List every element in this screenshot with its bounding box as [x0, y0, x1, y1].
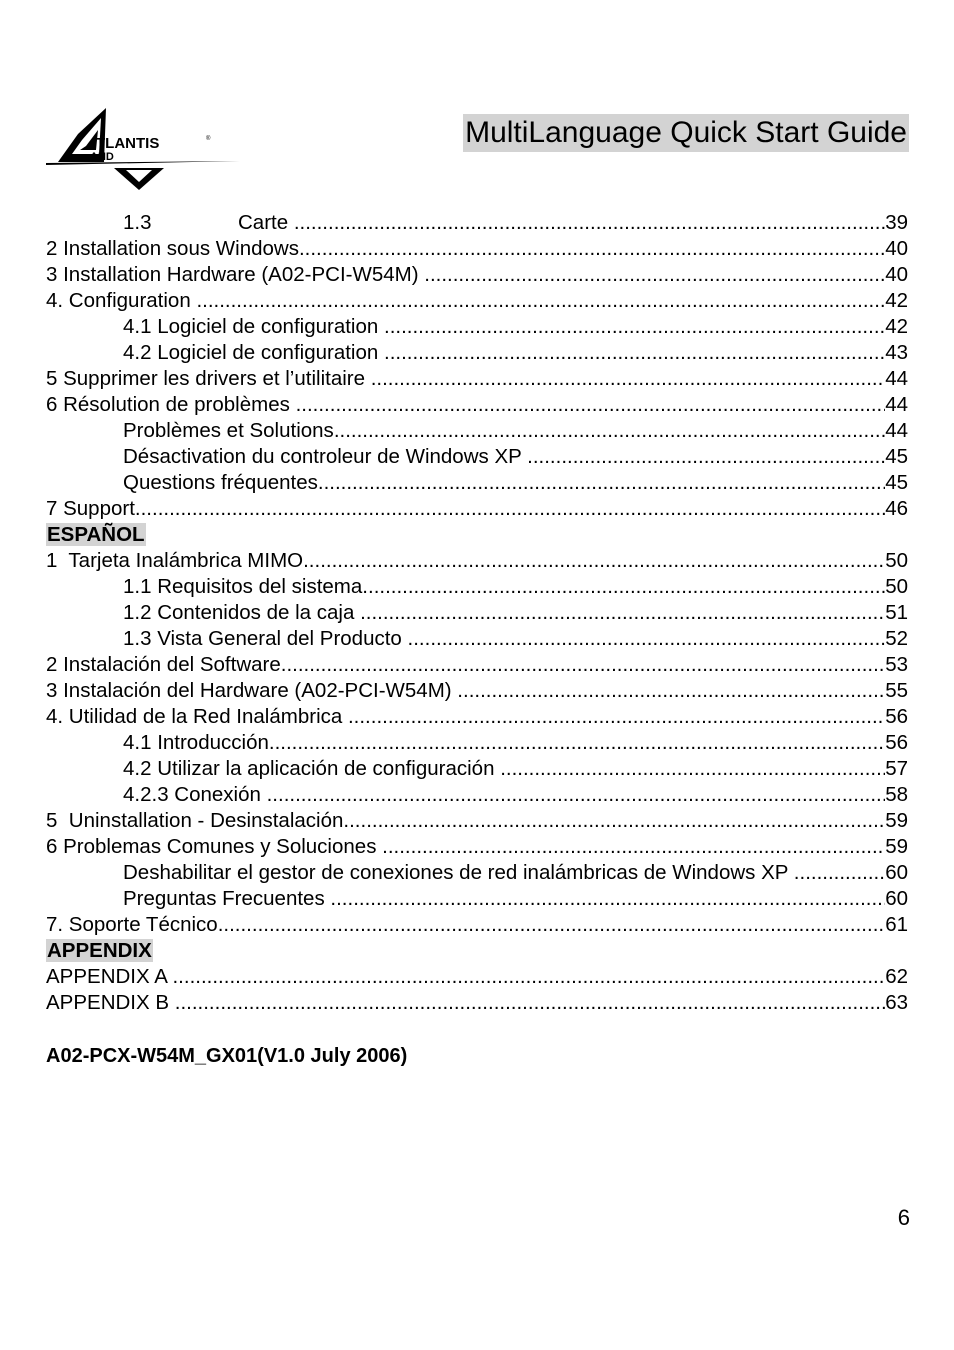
toc-leader-dots — [360, 600, 885, 626]
toc-leader-dots — [267, 782, 886, 808]
toc-entry-title: 7. Soporte Técnico — [46, 913, 218, 936]
toc-entry-title: 4.2 Logiciel de configuration — [123, 341, 384, 364]
toc-entry-title: 4.2.3 Conexión — [123, 783, 267, 806]
toc-leader-dots — [424, 262, 885, 288]
toc-entry-page: 42 — [885, 315, 908, 338]
toc-entry-page: 50 — [885, 575, 908, 598]
toc-entry — [46, 756, 908, 782]
toc-entry-title: 3 Installation Hardware (A02-PCI-W54M) — [46, 263, 425, 286]
toc-entry — [46, 236, 908, 262]
toc-entry-title: 7 Support — [46, 497, 135, 520]
toc-entry-page: 62 — [885, 965, 908, 988]
toc-entry-page: 63 — [885, 991, 908, 1014]
toc-leader-dots — [175, 990, 885, 1016]
toc-entry — [46, 964, 908, 990]
toc-leader-dots — [296, 392, 886, 418]
toc-leader-dots — [384, 314, 885, 340]
toc-leader-dots — [527, 444, 885, 470]
page-number: 6 — [897, 1205, 910, 1230]
toc-entry-title: 6 Résolution de problèmes — [46, 393, 296, 416]
table-of-contents — [46, 210, 908, 1016]
toc-leader-dots — [382, 834, 885, 860]
toc-leader-dots — [318, 470, 885, 496]
toc-entry-title: APPENDIX A — [46, 965, 173, 988]
toc-entry — [46, 990, 908, 1016]
toc-entry — [46, 314, 908, 340]
toc-entry-page: 59 — [885, 835, 908, 858]
toc-entry — [46, 210, 908, 236]
toc-entry-title: 1 Tarjeta Inalámbrica MIMO — [46, 549, 304, 572]
toc-leader-dots — [794, 860, 885, 886]
toc-entry-page: 53 — [885, 653, 908, 676]
toc-leader-dots — [408, 626, 886, 652]
toc-leader-dots — [330, 886, 885, 912]
toc-entry — [46, 496, 908, 522]
toc-entry-page: 60 — [885, 887, 908, 910]
toc-leader-dots — [348, 704, 885, 730]
toc-entry-title: Preguntas Frecuentes — [123, 887, 331, 910]
toc-entry-title: Problèmes et Solutions — [123, 419, 334, 442]
toc-entry-title: 3 Instalación del Hardware (A02-PCI-W54M) — [46, 679, 458, 702]
toc-entry-title: 1.2 Contenidos de la caja — [123, 601, 361, 624]
toc-entry-title: Questions fréquentes — [123, 471, 318, 494]
toc-entry-page: 61 — [885, 913, 908, 936]
toc-leader-dots — [457, 678, 885, 704]
section-heading-appendix: APPENDIX — [47, 939, 152, 962]
svg-text:TLANTIS: TLANTIS — [96, 135, 160, 152]
toc-leader-dots — [362, 574, 885, 600]
toc-entry-title: Carte — [238, 211, 294, 234]
toc-french — [46, 210, 908, 522]
toc-leader-dots — [384, 340, 885, 366]
toc-leader-dots — [196, 288, 885, 314]
toc-entry-page: 45 — [885, 471, 908, 494]
atlantis-land-logo — [44, 104, 244, 194]
toc-leader-dots — [218, 912, 885, 938]
toc-entry-title: 4.2 Utilizar la aplicación de configuración — [123, 757, 501, 780]
toc-entry — [46, 626, 908, 652]
toc-entry — [46, 288, 908, 314]
toc-entry-page: 40 — [885, 263, 908, 286]
toc-appendix — [46, 964, 908, 1016]
toc-entry — [46, 548, 908, 574]
toc-entry-page: 56 — [885, 731, 908, 754]
toc-leader-dots — [135, 496, 885, 522]
toc-entry-page: 56 — [885, 705, 908, 728]
toc-leader-dots — [334, 418, 885, 444]
section-heading-espanol: ESPAÑOL — [47, 523, 145, 546]
toc-entry-title: 2 Installation sous Windows — [46, 237, 299, 260]
toc-entry-page: 44 — [885, 367, 908, 390]
toc-entry-number: 1.3 — [123, 211, 152, 234]
toc-entry-page: 52 — [885, 627, 908, 650]
svg-text:AND: AND — [90, 151, 114, 163]
toc-entry-title: 4.1 Introducción — [123, 731, 269, 754]
toc-entry-title: 2 Instalación del Software — [46, 653, 281, 676]
toc-entry-page: 55 — [885, 679, 908, 702]
toc-entry-page: 42 — [885, 289, 908, 312]
toc-entry-title: Désactivation du controleur de Windows XP — [123, 445, 528, 468]
toc-entry-title: 4. Utilidad de la Red Inalámbrica — [46, 705, 348, 728]
toc-entry — [46, 678, 908, 704]
toc-leader-dots — [269, 730, 885, 756]
toc-entry-page: 59 — [885, 809, 908, 832]
toc-leader-dots — [281, 652, 885, 678]
toc-leader-dots — [299, 236, 885, 262]
toc-entry — [46, 366, 908, 392]
toc-entry — [46, 470, 908, 496]
toc-leader-dots — [172, 964, 885, 990]
toc-entry-page: 39 — [885, 211, 908, 234]
toc-entry-title: 1.1 Requisitos del sistema — [123, 575, 363, 598]
toc-entry — [46, 340, 908, 366]
toc-entry-title: 5 Uninstallation - Desinstalación — [46, 809, 344, 832]
toc-entry — [46, 574, 908, 600]
toc-entry-title: 1.3 Vista General del Producto — [123, 627, 408, 650]
toc-entry — [46, 704, 908, 730]
toc-entry — [46, 600, 908, 626]
toc-entry-title: Deshabilitar el gestor de conexiones de red inalámbricas de Windows XP — [123, 861, 794, 884]
toc-entry — [46, 886, 908, 912]
toc-spanish — [46, 548, 908, 938]
toc-leader-dots — [371, 366, 885, 392]
toc-entry — [46, 782, 908, 808]
toc-entry-title: 6 Problemas Comunes y Soluciones — [46, 835, 383, 858]
toc-entry — [46, 730, 908, 756]
toc-entry-page: 50 — [885, 549, 908, 572]
toc-entry-page: 57 — [885, 757, 908, 780]
toc-entry — [46, 834, 908, 860]
toc-leader-dots — [303, 548, 885, 574]
toc-entry-title: 5 Supprimer les drivers et l’utilitaire — [46, 367, 371, 390]
toc-entry-page: 44 — [885, 419, 908, 442]
toc-entry-title: 4.1 Logiciel de configuration — [123, 315, 384, 338]
toc-entry — [46, 262, 908, 288]
toc-entry-page: 60 — [885, 861, 908, 884]
toc-entry-title: 4. Configuration — [46, 289, 197, 312]
toc-entry — [46, 418, 908, 444]
toc-leader-dots — [500, 756, 885, 782]
toc-entry — [46, 912, 908, 938]
toc-entry-page: 44 — [885, 393, 908, 416]
toc-entry — [46, 392, 908, 418]
toc-entry — [46, 444, 908, 470]
toc-entry — [46, 860, 908, 886]
toc-entry-page: 46 — [885, 497, 908, 520]
document-title: MultiLanguage Quick Start Guide — [463, 114, 909, 152]
toc-entry-page: 58 — [885, 783, 908, 806]
toc-entry-page: 51 — [885, 601, 908, 624]
toc-entry-page: 45 — [885, 445, 908, 468]
toc-entry — [46, 652, 908, 678]
toc-leader-dots — [294, 210, 885, 236]
toc-entry-title: APPENDIX B — [46, 991, 175, 1014]
toc-entry-page: 40 — [885, 237, 908, 260]
svg-text:®: ® — [206, 136, 211, 142]
toc-entry-page: 43 — [885, 341, 908, 364]
toc-entry — [46, 808, 908, 834]
toc-leader-dots — [343, 808, 885, 834]
document-code: A02-PCX-W54M_GX01(V1.0 July 2006) — [46, 1045, 408, 1067]
